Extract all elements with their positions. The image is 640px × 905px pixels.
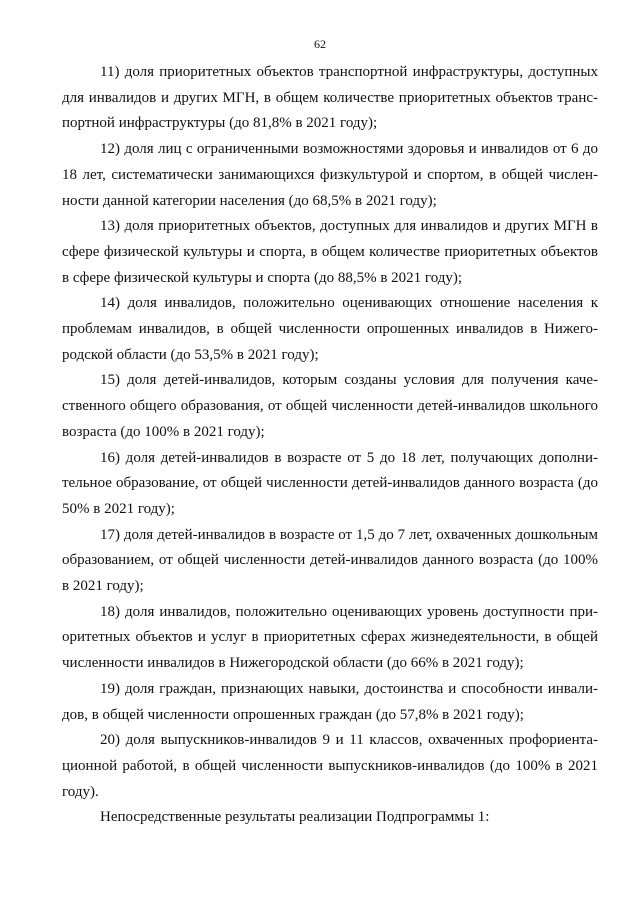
indicator-item-19: 19) доля граждан, признающих навыки, достоинства и способности инвалидов, в общей численности опрошенных граждан (до 57,8% в 2021 году); [62,680,598,723]
indicator-item-20: 20) доля выпускников-инвалидов 9 и 11 классов, охваченных профориентационной работой, в общей численности выпускников-инвалидов (до 100% в 2021 году). [62,732,598,800]
results-heading-paragraph: Непосредственные результаты реализации Подпрограммы 1: [100,809,490,826]
indicator-item-13: 13) доля приоритетных объектов, доступных для инвалидов и других МГН в сфере физической культуры и спорта, в общем количестве приоритетных объектов в сфере физической культуры и спорта (до 88,5% в 2021 году); [62,218,598,286]
page-body [62,60,598,831]
indicator-item-11: 11) доля приоритетных объектов транспортной инфраструктуры, доступных для инвалидов и других МГН, в общем количестве приоритетных объектов транспортной инфраструктуры (до 81,8% в 2021 году); [62,64,598,132]
page-number: 62 [314,37,326,51]
indicator-item-15: 15) доля детей-инвалидов, которым созданы условия для получения качественного общего образования, от общей численности детей-инвалидов школьного возраста (до 100% в 2021 году); [62,372,598,440]
indicator-item-16: 16) доля детей-инвалидов в возрасте от 5 до 18 лет, получающих дополнительное образование, от общей численности детей-инвалидов данного возраста (до 50% в 2021 году); [62,449,598,517]
indicator-item-17: 17) доля детей-инвалидов в возрасте от 1,5 до 7 лет, охваченных дошкольным образованием, от общей численности детей-инвалидов данного возраста (до 100% в 2021 году); [62,526,598,595]
indicator-item-14: 14) доля инвалидов, положительно оценивающих отношение населения к проблемам инвалидов, в общей численности опрошенных инвалидов в Нижегородской области (до 53,5% в 2021 году); [62,295,598,363]
indicator-item-18: 18) доля инвалидов, положительно оценивающих уровень доступности приоритетных объектов и услуг в приоритетных сферах жизнедеятельности, в общей численности инвалидов в Нижегородской области (до 66% в 2021 году); [62,603,598,672]
indicator-item-12: 12) доля лиц с ограниченными возможностями здоровья и инвалидов от 6 до 18 лет, систематически занимающихся физкультурой и спортом, в общей численности данной категории населения (до 68,5% в 2021 году); [62,141,598,209]
